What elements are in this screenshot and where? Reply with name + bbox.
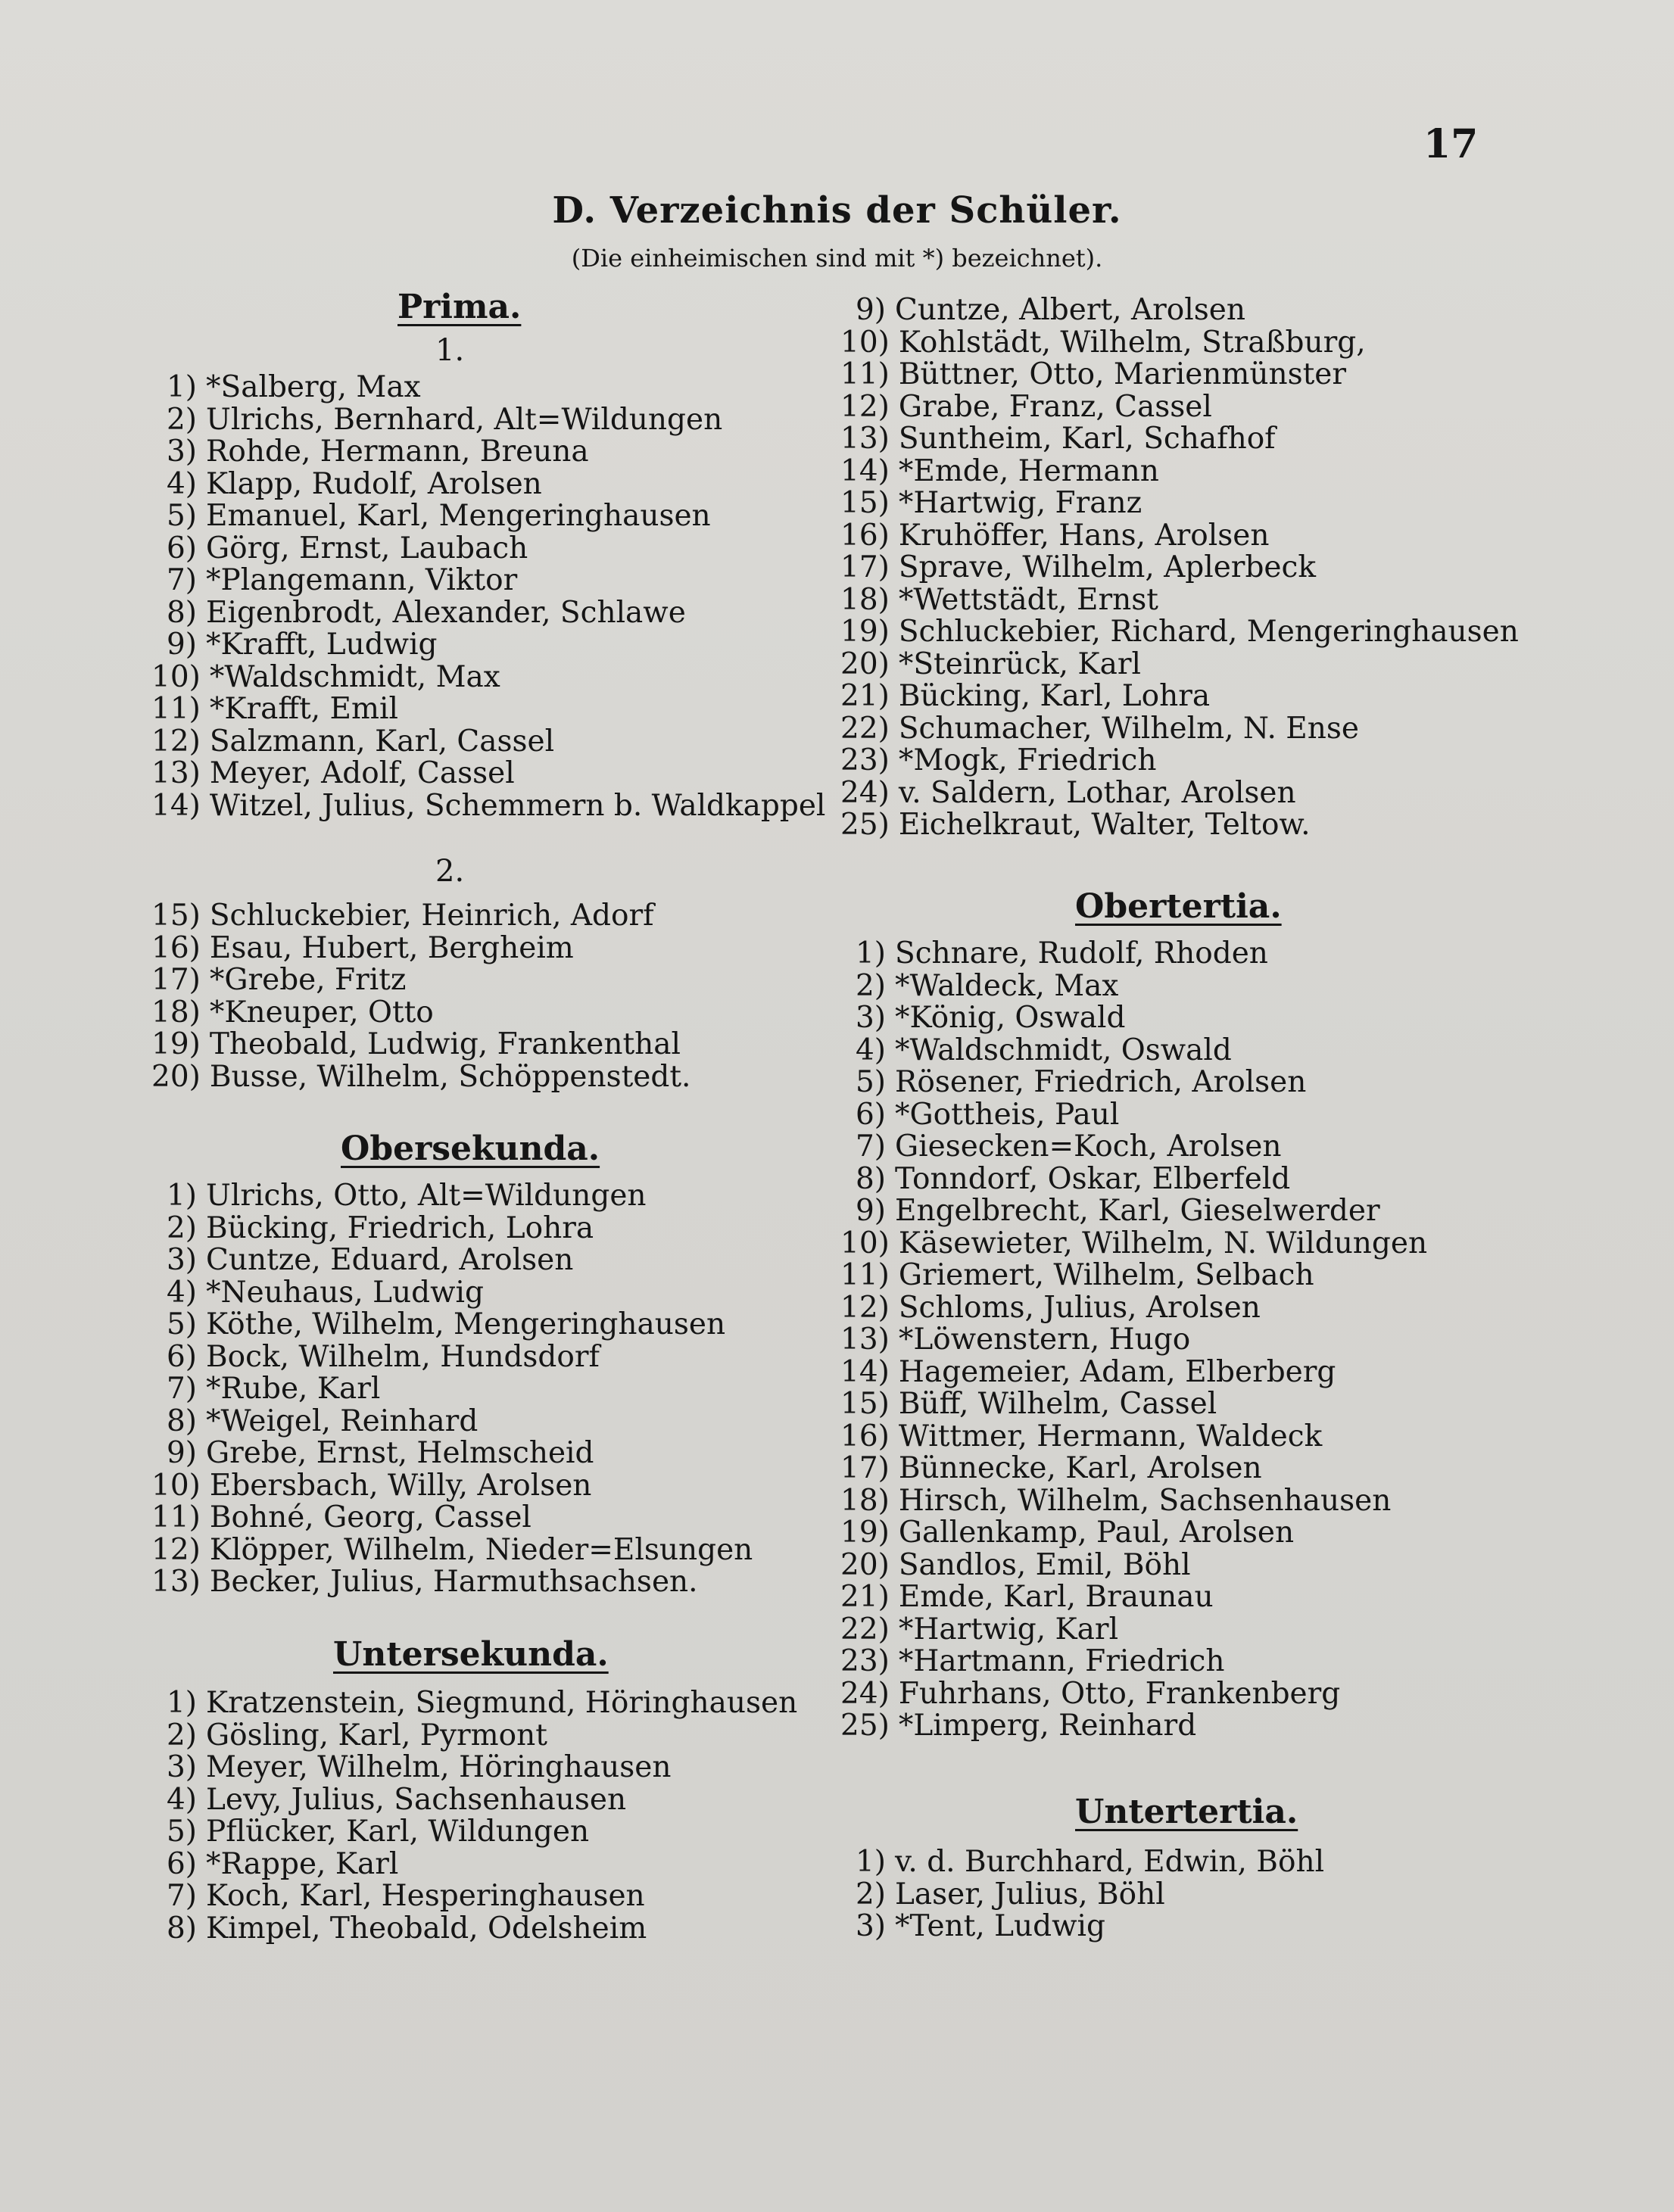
student-entry bbox=[840, 1877, 1165, 1911]
student-entry bbox=[151, 1245, 573, 1275]
student-entry bbox=[840, 1516, 1295, 1550]
entry-number: 1) bbox=[855, 1845, 886, 1879]
student-entry bbox=[840, 1003, 1125, 1033]
entry-number: 1) bbox=[166, 1686, 197, 1720]
student-entry bbox=[151, 402, 723, 437]
entry-number: 18) bbox=[840, 1483, 890, 1518]
entry-number: 17) bbox=[840, 1451, 890, 1485]
entry-name: v. d. Burchhard, Edwin, Böhl bbox=[895, 1845, 1325, 1879]
student-entry bbox=[840, 325, 1366, 360]
student-entry bbox=[151, 565, 517, 595]
entry-number: 8) bbox=[855, 1161, 886, 1196]
entry-name: Klöpper, Wilhelm, Nieder=Elsungen bbox=[209, 1532, 753, 1567]
entry-number: 23) bbox=[840, 743, 890, 777]
entry-name: Schumacher, Wilhelm, N. Ense bbox=[898, 711, 1359, 746]
entry-name: Kratzenstein, Siegmund, Höringhausen bbox=[206, 1686, 798, 1720]
student-entry bbox=[151, 1718, 547, 1752]
entry-number: 14) bbox=[840, 1354, 890, 1389]
student-entry bbox=[151, 965, 406, 995]
entry-name: Esau, Hubert, Bergheim bbox=[209, 930, 574, 965]
student-entry bbox=[151, 1752, 671, 1782]
entry-number: 5) bbox=[166, 1815, 197, 1849]
student-entry bbox=[151, 1688, 797, 1718]
student-entry bbox=[151, 930, 574, 965]
entry-name: Pflücker, Karl, Wildungen bbox=[206, 1815, 590, 1849]
entry-number: 12) bbox=[840, 1290, 890, 1325]
entry-number: 3) bbox=[166, 1750, 197, 1784]
section-title-untersekunda: Untersekunda. bbox=[333, 1635, 609, 1674]
entry-number: 20) bbox=[151, 1059, 201, 1094]
student-entry bbox=[151, 1339, 600, 1374]
student-entry bbox=[151, 1307, 726, 1341]
student-entry bbox=[151, 1468, 592, 1503]
student-entry bbox=[840, 1067, 1306, 1097]
entry-name: Meyer, Wilhelm, Höringhausen bbox=[206, 1750, 672, 1784]
entry-number: 12) bbox=[151, 1532, 201, 1567]
entry-number: 21) bbox=[840, 679, 890, 713]
entry-number: 2) bbox=[855, 968, 886, 1003]
entry-number: 2) bbox=[166, 402, 197, 437]
entry-name: *Hartwig, Karl bbox=[898, 1612, 1119, 1647]
entry-name: Büttner, Otto, Marienmünster bbox=[898, 357, 1347, 391]
student-entry bbox=[151, 372, 421, 402]
entry-number: 18) bbox=[151, 995, 201, 1030]
entry-name: Ulrichs, Bernhard, Alt=Wildungen bbox=[206, 402, 723, 437]
entry-number: 4) bbox=[166, 1275, 197, 1310]
entry-name: *Mogk, Friedrich bbox=[898, 743, 1157, 777]
entry-name: Bücking, Karl, Lohra bbox=[898, 679, 1211, 713]
entry-name: Görg, Ernst, Laubach bbox=[206, 531, 528, 565]
entry-name: Tonndorf, Oskar, Elberfeld bbox=[895, 1161, 1291, 1196]
entry-number: 3) bbox=[855, 1001, 886, 1035]
student-entry bbox=[840, 1547, 1191, 1582]
entry-number: 10) bbox=[151, 659, 201, 694]
entry-name: Laser, Julius, Böhl bbox=[895, 1877, 1165, 1911]
student-entry bbox=[151, 724, 555, 759]
entry-number: 15) bbox=[151, 899, 201, 933]
entry-name: Cuntze, Albert, Arolsen bbox=[895, 293, 1245, 327]
entry-name: Levy, Julius, Sachsenhausen bbox=[206, 1782, 627, 1817]
entry-number: 10) bbox=[151, 1468, 201, 1503]
student-entry bbox=[151, 628, 438, 662]
entry-name: Becker, Julius, Harmuthsachsen. bbox=[209, 1565, 698, 1599]
student-entry bbox=[840, 1290, 1261, 1325]
student-entry bbox=[840, 1389, 1217, 1419]
entry-name: *Löwenstern, Hugo bbox=[898, 1323, 1191, 1357]
entry-number: 18) bbox=[840, 582, 890, 617]
entry-name: v. Saldern, Lothar, Arolsen bbox=[898, 775, 1296, 810]
entry-number: 13) bbox=[151, 756, 201, 790]
entry-number: 25) bbox=[840, 808, 890, 842]
entry-number: 12) bbox=[151, 724, 201, 759]
entry-number: 1) bbox=[166, 1179, 197, 1213]
entry-name: Kimpel, Theobald, Odelsheim bbox=[206, 1911, 647, 1946]
entry-name: Grebe, Ernst, Helmscheid bbox=[206, 1436, 594, 1470]
student-entry bbox=[151, 1532, 753, 1567]
section-title-prima: Prima. bbox=[397, 288, 522, 326]
student-entry bbox=[840, 1354, 1336, 1389]
entry-name: Rösener, Friedrich, Arolsen bbox=[895, 1065, 1307, 1099]
entry-number: 24) bbox=[840, 775, 890, 810]
student-entry bbox=[840, 1483, 1392, 1518]
entry-name: Schluckebier, Richard, Mengeringhausen bbox=[898, 615, 1519, 649]
entry-name: Fuhrhans, Otto, Frankenberg bbox=[898, 1676, 1341, 1711]
student-entry bbox=[151, 788, 826, 823]
entry-number: 14) bbox=[151, 788, 201, 823]
student-entry bbox=[151, 1374, 380, 1404]
entry-number: 2) bbox=[855, 1877, 886, 1911]
entry-number: 5) bbox=[166, 499, 197, 533]
entry-name: *Waldschmidt, Oswald bbox=[895, 1033, 1232, 1067]
entry-name: *Krafft, Ludwig bbox=[206, 628, 438, 662]
entry-name: Bünnecke, Karl, Arolsen bbox=[898, 1451, 1262, 1485]
student-entry bbox=[840, 1582, 1214, 1612]
entry-name: Bohné, Georg, Cassel bbox=[209, 1500, 532, 1534]
entry-name: *Tent, Ludwig bbox=[895, 1909, 1105, 1943]
entry-number: 14) bbox=[840, 453, 890, 488]
entry-name: *Rube, Karl bbox=[206, 1372, 381, 1406]
entry-name: Schluckebier, Heinrich, Adorf bbox=[209, 899, 654, 933]
entry-name: Meyer, Adolf, Cassel bbox=[209, 756, 515, 790]
entry-name: Bock, Wilhelm, Hundsdorf bbox=[206, 1339, 600, 1374]
entry-name: *König, Oswald bbox=[895, 1001, 1126, 1035]
entry-number: 23) bbox=[840, 1644, 890, 1678]
student-entry bbox=[840, 550, 1316, 584]
entry-name: Kohlstädt, Wilhelm, Straßburg, bbox=[898, 325, 1366, 360]
student-entry bbox=[840, 488, 1142, 518]
page-subtitle: (Die einheimischen sind mit *) bezeichnet). bbox=[571, 244, 1103, 273]
student-entry bbox=[840, 1847, 1324, 1877]
student-entry bbox=[840, 968, 1119, 1003]
entry-number: 15) bbox=[840, 1387, 890, 1421]
entry-number: 8) bbox=[166, 595, 197, 630]
entry-number: 9) bbox=[855, 1194, 886, 1228]
entry-name: *Kneuper, Otto bbox=[209, 995, 434, 1030]
entry-name: *Hartmann, Friedrich bbox=[898, 1644, 1225, 1678]
entry-name: Hagemeier, Adam, Elberberg bbox=[898, 1354, 1336, 1389]
student-entry bbox=[840, 357, 1347, 391]
entry-name: Ulrichs, Otto, Alt=Wildungen bbox=[206, 1179, 647, 1213]
entry-number: 1) bbox=[166, 370, 197, 404]
entry-number: 3) bbox=[166, 1243, 197, 1277]
student-entry bbox=[840, 295, 1245, 325]
entry-number: 11) bbox=[840, 1258, 890, 1292]
student-entry bbox=[840, 775, 1296, 810]
entry-name: Gallenkamp, Paul, Arolsen bbox=[898, 1516, 1295, 1550]
entry-name: *Steinrück, Karl bbox=[898, 646, 1141, 681]
entry-number: 4) bbox=[166, 1782, 197, 1817]
student-entry bbox=[151, 899, 654, 933]
student-entry bbox=[151, 1404, 479, 1438]
entry-number: 7) bbox=[855, 1129, 886, 1164]
entry-number: 25) bbox=[840, 1709, 890, 1743]
entry-name: Rohde, Hermann, Breuna bbox=[206, 435, 589, 469]
entry-name: *Wettstädt, Ernst bbox=[898, 582, 1158, 617]
student-entry bbox=[840, 1129, 1282, 1164]
student-entry bbox=[151, 1438, 594, 1468]
student-entry bbox=[151, 659, 500, 694]
section-title-obersekunda: Obersekunda. bbox=[341, 1129, 600, 1168]
entry-number: 20) bbox=[840, 646, 890, 681]
entry-number: 1) bbox=[855, 936, 886, 970]
page-number: 17 bbox=[1423, 121, 1479, 167]
entry-name: *Krafft, Emil bbox=[209, 692, 398, 726]
student-entry bbox=[840, 1196, 1380, 1226]
entry-number: 7) bbox=[166, 1372, 197, 1406]
entry-number: 2) bbox=[166, 1718, 197, 1752]
entry-number: 9) bbox=[166, 628, 197, 662]
entry-number: 16) bbox=[151, 930, 201, 965]
student-entry bbox=[151, 756, 515, 790]
entry-name: Käsewieter, Wilhelm, N. Wildungen bbox=[898, 1226, 1428, 1260]
entry-name: Theobald, Ludwig, Frankenthal bbox=[209, 1027, 681, 1061]
student-entry bbox=[151, 466, 542, 501]
entry-name: *Grebe, Fritz bbox=[209, 963, 407, 997]
entry-name: Griemert, Wilhelm, Selbach bbox=[898, 1258, 1314, 1292]
entry-number: 6) bbox=[166, 531, 197, 565]
student-entry bbox=[840, 1676, 1341, 1711]
student-entry bbox=[151, 1059, 691, 1094]
student-entry bbox=[151, 1027, 681, 1061]
student-entry bbox=[840, 810, 1311, 840]
student-entry bbox=[151, 531, 528, 565]
entry-name: Salzmann, Karl, Cassel bbox=[209, 724, 555, 759]
student-entry bbox=[840, 582, 1158, 617]
entry-name: *Salberg, Max bbox=[206, 370, 421, 404]
entry-name: Klapp, Rudolf, Arolsen bbox=[206, 466, 542, 501]
student-entry bbox=[840, 1260, 1314, 1290]
entry-name: Sprave, Wilhelm, Aplerbeck bbox=[898, 550, 1316, 584]
student-entry bbox=[151, 1815, 590, 1849]
subgroup-label-1: 1. bbox=[435, 333, 465, 368]
entry-name: Witzel, Julius, Schemmern b. Waldkappel bbox=[209, 788, 826, 823]
entry-number: 4) bbox=[166, 466, 197, 501]
entry-name: *Limperg, Reinhard bbox=[898, 1709, 1197, 1743]
entry-number: 11) bbox=[151, 692, 201, 726]
entry-number: 8) bbox=[166, 1404, 197, 1438]
entry-number: 24) bbox=[840, 1676, 890, 1711]
student-entry bbox=[840, 453, 1159, 488]
subgroup-label-2: 2. bbox=[435, 854, 465, 889]
entry-number: 13) bbox=[840, 1323, 890, 1357]
student-entry bbox=[840, 646, 1141, 681]
entry-name: Engelbrecht, Karl, Gieselwerder bbox=[895, 1194, 1380, 1228]
student-entry bbox=[840, 936, 1268, 970]
entry-name: *Weigel, Reinhard bbox=[206, 1404, 479, 1438]
entry-name: Sandlos, Emil, Böhl bbox=[898, 1547, 1191, 1582]
entry-number: 5) bbox=[166, 1307, 197, 1341]
student-entry bbox=[151, 1210, 594, 1245]
student-entry bbox=[840, 1911, 1105, 1941]
student-entry bbox=[840, 681, 1210, 711]
entry-number: 22) bbox=[840, 711, 890, 746]
entry-number: 3) bbox=[855, 1909, 886, 1943]
entry-name: Büff, Wilhelm, Cassel bbox=[898, 1387, 1217, 1421]
entry-name: *Emde, Hermann bbox=[898, 453, 1159, 488]
entry-name: *Rappe, Karl bbox=[206, 1846, 399, 1881]
entry-number: 22) bbox=[840, 1612, 890, 1647]
student-entry bbox=[840, 1097, 1120, 1132]
entry-name: *Gottheis, Paul bbox=[895, 1097, 1120, 1132]
student-entry bbox=[151, 694, 398, 724]
entry-number: 13) bbox=[151, 1565, 201, 1599]
student-entry bbox=[151, 995, 434, 1030]
section-title-obertertia: Obertertia. bbox=[1075, 887, 1282, 926]
student-entry bbox=[151, 1500, 532, 1534]
entry-number: 6) bbox=[855, 1097, 886, 1132]
entry-number: 7) bbox=[166, 563, 197, 597]
entry-name: Emanuel, Karl, Mengeringhausen bbox=[206, 499, 711, 533]
entry-number: 16) bbox=[840, 1419, 890, 1453]
entry-name: *Neuhaus, Ludwig bbox=[206, 1275, 484, 1310]
entry-name: Suntheim, Karl, Schafhof bbox=[898, 422, 1276, 456]
entry-number: 17) bbox=[151, 963, 201, 997]
student-entry bbox=[151, 1846, 399, 1881]
student-entry bbox=[840, 1612, 1119, 1647]
student-entry bbox=[840, 422, 1276, 456]
entry-name: *Waldschmidt, Max bbox=[209, 659, 500, 694]
entry-number: 2) bbox=[166, 1210, 197, 1245]
entry-name: Ebersbach, Willy, Arolsen bbox=[209, 1468, 592, 1503]
entry-number: 6) bbox=[166, 1846, 197, 1881]
entry-number: 9) bbox=[166, 1436, 197, 1470]
entry-name: Giesecken=Koch, Arolsen bbox=[895, 1129, 1282, 1164]
entry-number: 13) bbox=[840, 422, 890, 456]
entry-name: Hirsch, Wilhelm, Sachsenhausen bbox=[898, 1483, 1392, 1518]
entry-number: 6) bbox=[166, 1339, 197, 1374]
student-entry bbox=[151, 595, 686, 630]
student-entry bbox=[151, 1275, 484, 1310]
student-entry bbox=[151, 501, 711, 531]
entry-number: 19) bbox=[840, 615, 890, 649]
entry-number: 4) bbox=[855, 1033, 886, 1067]
student-entry bbox=[151, 435, 589, 469]
student-entry bbox=[840, 1161, 1291, 1196]
entry-number: 20) bbox=[840, 1547, 890, 1582]
entry-number: 21) bbox=[840, 1580, 890, 1614]
entry-number: 10) bbox=[840, 325, 890, 360]
student-entry bbox=[151, 1179, 647, 1213]
entry-number: 19) bbox=[840, 1516, 890, 1550]
entry-name: Grabe, Franz, Cassel bbox=[898, 389, 1212, 424]
student-entry bbox=[840, 1709, 1197, 1743]
entry-name: *Plangemann, Viktor bbox=[206, 563, 518, 597]
student-entry bbox=[840, 1033, 1232, 1067]
entry-number: 16) bbox=[840, 518, 890, 553]
student-entry bbox=[840, 1453, 1262, 1483]
student-entry bbox=[840, 518, 1270, 553]
entry-name: Schnare, Rudolf, Rhoden bbox=[895, 936, 1268, 970]
entry-name: Gösling, Karl, Pyrmont bbox=[206, 1718, 547, 1752]
student-entry bbox=[151, 1881, 645, 1911]
page-title: D. Verzeichnis der Schüler. bbox=[552, 189, 1122, 232]
student-entry bbox=[840, 1323, 1191, 1357]
entry-name: Emde, Karl, Braunau bbox=[898, 1580, 1214, 1614]
section-title-untertertia: Untertertia. bbox=[1075, 1793, 1298, 1831]
entry-name: *Hartwig, Franz bbox=[898, 486, 1142, 520]
student-entry bbox=[840, 1226, 1428, 1260]
student-entry bbox=[840, 1419, 1323, 1453]
entry-number: 5) bbox=[855, 1065, 886, 1099]
student-entry bbox=[840, 1644, 1225, 1678]
student-entry bbox=[840, 743, 1157, 777]
entry-name: Eichelkraut, Walter, Teltow. bbox=[898, 808, 1311, 842]
entry-number: 10) bbox=[840, 1226, 890, 1260]
student-entry bbox=[151, 1782, 627, 1817]
entry-number: 8) bbox=[166, 1911, 197, 1946]
entry-number: 12) bbox=[840, 389, 890, 424]
entry-name: Busse, Wilhelm, Schöppenstedt. bbox=[209, 1059, 691, 1094]
entry-name: *Waldeck, Max bbox=[895, 968, 1119, 1003]
student-entry bbox=[151, 1911, 647, 1946]
student-entry bbox=[840, 389, 1212, 424]
student-entry bbox=[840, 711, 1359, 746]
entry-name: Eigenbrodt, Alexander, Schlawe bbox=[206, 595, 686, 630]
entry-name: Schloms, Julius, Arolsen bbox=[898, 1290, 1261, 1325]
entry-name: Cuntze, Eduard, Arolsen bbox=[206, 1243, 574, 1277]
student-entry bbox=[840, 615, 1519, 649]
entry-name: Koch, Karl, Hesperinghausen bbox=[206, 1879, 645, 1913]
entry-number: 15) bbox=[840, 486, 890, 520]
entry-number: 19) bbox=[151, 1027, 201, 1061]
entry-name: Wittmer, Hermann, Waldeck bbox=[898, 1419, 1323, 1453]
entry-number: 11) bbox=[840, 357, 890, 391]
entry-number: 7) bbox=[166, 1879, 197, 1913]
entry-name: Köthe, Wilhelm, Mengeringhausen bbox=[206, 1307, 726, 1341]
entry-number: 11) bbox=[151, 1500, 201, 1534]
entry-name: Kruhöffer, Hans, Arolsen bbox=[898, 518, 1270, 553]
entry-name: Bücking, Friedrich, Lohra bbox=[206, 1210, 594, 1245]
entry-number: 17) bbox=[840, 550, 890, 584]
entry-number: 3) bbox=[166, 435, 197, 469]
student-entry bbox=[151, 1567, 698, 1597]
entry-number: 9) bbox=[855, 293, 886, 327]
